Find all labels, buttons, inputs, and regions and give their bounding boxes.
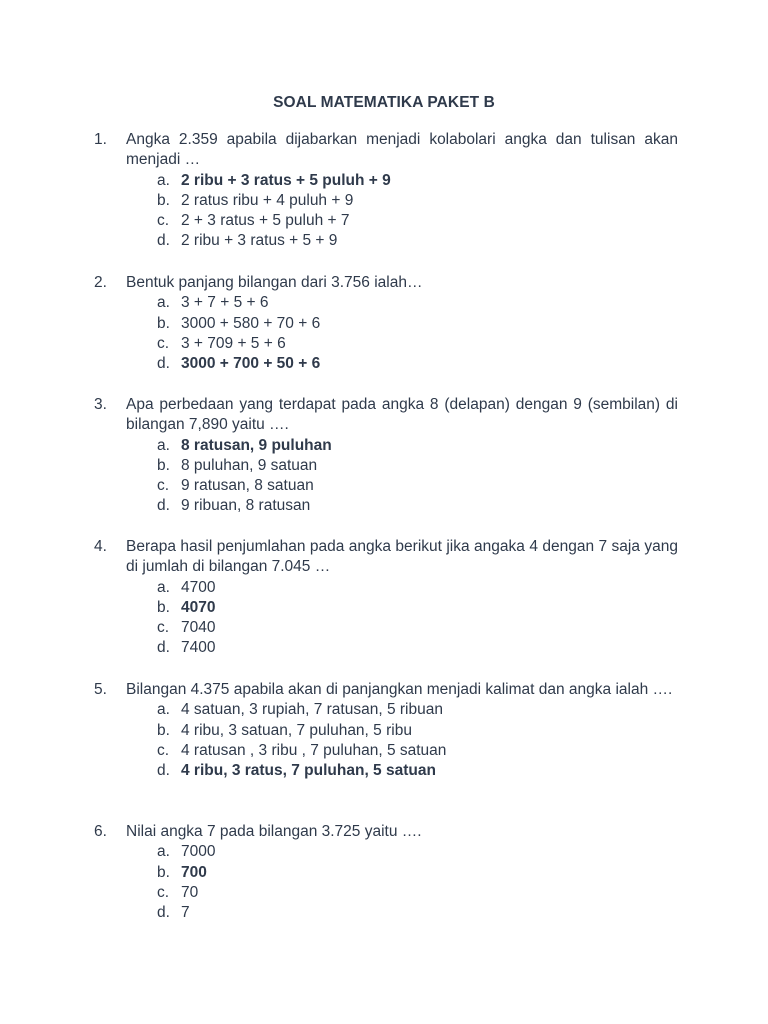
- option-b: [94, 863, 678, 883]
- option-letter: c.: [157, 741, 170, 759]
- question-6: [94, 822, 678, 923]
- option-a: [94, 436, 678, 456]
- option-text: 2 ribu + 3 ratus + 5 puluh + 9: [181, 171, 391, 189]
- option-letter: c.: [157, 334, 170, 352]
- question-number: 5.: [94, 681, 107, 698]
- option-text: 700: [181, 863, 207, 881]
- option-text: 2 ratus ribu + 4 puluh + 9: [181, 191, 354, 209]
- option-letter: c.: [157, 883, 170, 901]
- option-letter: b.: [157, 191, 170, 209]
- option-letter: c.: [157, 212, 170, 230]
- answer-options: [94, 842, 678, 923]
- option-letter: d.: [157, 904, 170, 922]
- option-text: 4 satuan, 3 rupiah, 7 ratusan, 5 ribuan: [181, 701, 443, 719]
- option-c: [94, 883, 678, 903]
- option-letter: d.: [157, 497, 170, 515]
- option-letter: b.: [157, 456, 170, 474]
- question-text: Nilai angka 7 pada bilangan 3.725 yaitu ….: [126, 823, 422, 840]
- question-4: [94, 537, 678, 659]
- option-text: 9 ribuan, 8 ratusan: [181, 497, 311, 515]
- question-5: [94, 680, 678, 781]
- option-text: 9 ratusan, 8 satuan: [181, 477, 314, 495]
- answer-options: [94, 700, 678, 781]
- option-a: [94, 842, 678, 862]
- option-text: 8 ratusan, 9 puluhan: [181, 436, 332, 454]
- option-letter: a.: [157, 436, 170, 454]
- answer-options: [94, 293, 678, 374]
- option-letter: a.: [157, 578, 170, 596]
- option-c: [94, 741, 678, 761]
- option-b: [94, 314, 678, 334]
- option-b: [94, 721, 678, 741]
- option-letter: c.: [157, 477, 170, 495]
- option-d: [94, 903, 678, 923]
- question-text: Berapa hasil penjumlahan pada angka berikut jika angaka 4 dengan 7 saja yang di jumlah di bilangan 7.045 …: [126, 538, 678, 576]
- option-b: [94, 191, 678, 211]
- option-letter: d.: [157, 355, 170, 373]
- option-b: [94, 456, 678, 476]
- option-letter: b.: [157, 598, 170, 616]
- question-text: Bilangan 4.375 apabila akan di panjangkan menjadi kalimat dan angka ialah ….: [126, 681, 673, 698]
- option-text: 2 + 3 ratus + 5 puluh + 7: [181, 212, 350, 230]
- question-number: 2.: [94, 274, 107, 291]
- question-text: Bentuk panjang bilangan dari 3.756 ialah…: [126, 274, 423, 291]
- option-letter: d.: [157, 639, 170, 657]
- option-text: 7400: [181, 639, 216, 657]
- option-c: [94, 476, 678, 496]
- question-3: [94, 395, 678, 517]
- question-number: 4.: [94, 538, 107, 555]
- option-letter: d.: [157, 232, 170, 250]
- option-text: 4 ribu, 3 ratus, 7 puluhan, 5 satuan: [181, 762, 436, 780]
- option-text: 4070: [181, 598, 216, 616]
- option-text: 4 ratusan , 3 ribu , 7 puluhan, 5 satuan: [181, 741, 447, 759]
- option-letter: b.: [157, 863, 170, 881]
- option-d: [94, 354, 678, 374]
- option-letter: a.: [157, 701, 170, 719]
- question-1: [94, 130, 678, 252]
- option-a: [94, 171, 678, 191]
- option-text: 7000: [181, 843, 216, 861]
- option-letter: b.: [157, 721, 170, 739]
- question-number: 3.: [94, 396, 107, 413]
- option-text: 3000 + 700 + 50 + 6: [181, 355, 321, 373]
- option-text: 4 ribu, 3 satuan, 7 puluhan, 5 ribu: [181, 721, 412, 739]
- option-b: [94, 598, 678, 618]
- option-letter: c.: [157, 619, 170, 637]
- option-text: 70: [181, 883, 199, 901]
- option-a: [94, 293, 678, 313]
- option-text: 3000 + 580 + 70 + 6: [181, 314, 321, 332]
- option-letter: b.: [157, 314, 170, 332]
- question-number: 6.: [94, 823, 107, 840]
- option-a: [94, 578, 678, 598]
- option-text: 4700: [181, 578, 216, 596]
- option-d: [94, 761, 678, 781]
- answer-options: [94, 578, 678, 659]
- question-text: Angka 2.359 apabila dijabarkan menjadi kolabolari angka dan tulisan akan menjadi …: [126, 131, 678, 169]
- option-text: 2 ribu + 3 ratus + 5 + 9: [181, 232, 338, 250]
- option-text: 3 + 7 + 5 + 6: [181, 294, 269, 312]
- answer-options: [94, 436, 678, 517]
- option-text: 8 puluhan, 9 satuan: [181, 456, 318, 474]
- option-letter: a.: [157, 171, 170, 189]
- option-text: 7040: [181, 619, 216, 637]
- option-d: [94, 231, 678, 251]
- option-letter: d.: [157, 762, 170, 780]
- answer-options: [94, 171, 678, 252]
- question-text: Apa perbedaan yang terdapat pada angka 8 (delapan) dengan 9 (sembilan) di bilangan 7,890 yaitu ….: [126, 396, 678, 434]
- option-c: [94, 334, 678, 354]
- option-d: [94, 496, 678, 516]
- option-c: [94, 211, 678, 231]
- option-c: [94, 618, 678, 638]
- option-d: [94, 638, 678, 658]
- question-2: [94, 273, 678, 374]
- question-number: 1.: [94, 131, 107, 148]
- option-text: 3 + 709 + 5 + 6: [181, 334, 286, 352]
- page-title: SOAL MATEMATIKA PAKET B: [273, 94, 495, 111]
- option-letter: a.: [157, 294, 170, 312]
- option-letter: a.: [157, 843, 170, 861]
- option-text: 7: [181, 904, 190, 922]
- option-a: [94, 700, 678, 720]
